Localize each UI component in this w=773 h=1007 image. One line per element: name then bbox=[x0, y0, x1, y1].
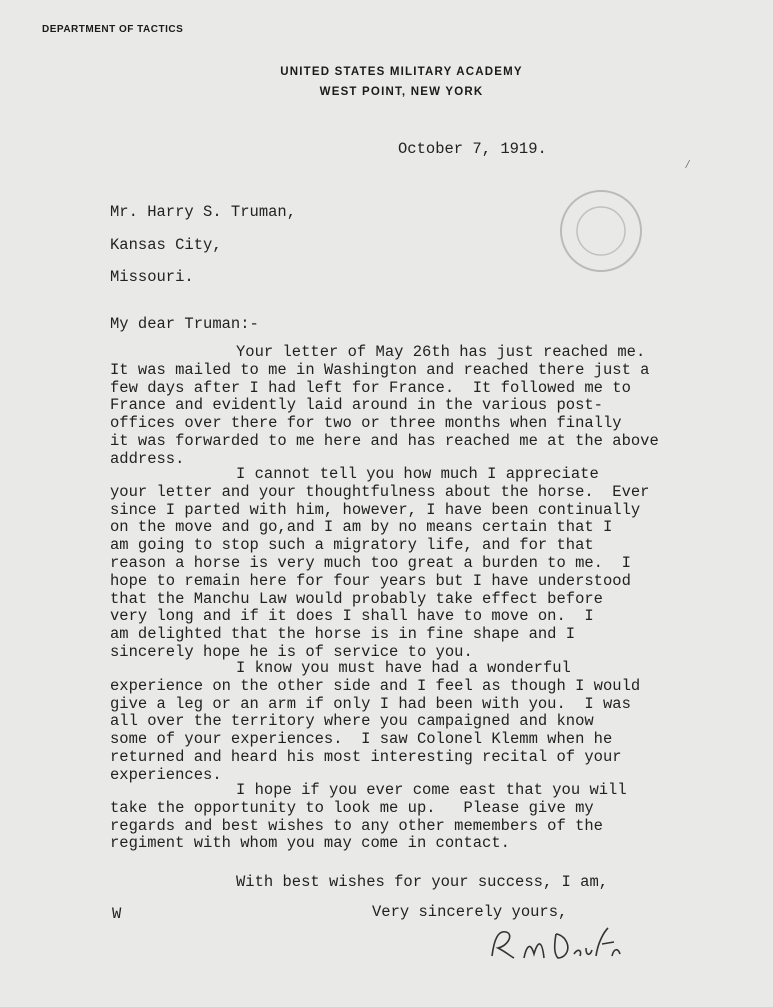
text-line: very long and if it does I shall have to move on. I bbox=[110, 607, 594, 626]
paragraph-2 bbox=[110, 466, 700, 662]
text-line: offices over there for two or three months when finally bbox=[110, 414, 622, 433]
text-line: regiment with whom you may come in contact. bbox=[110, 834, 510, 853]
text-line: am delighted that the horse is in fine shape and I bbox=[110, 625, 576, 644]
text-line: few days after I had left for France. It followed me to bbox=[110, 378, 631, 397]
text-line: returned and heard his most interesting recital of your bbox=[110, 747, 622, 766]
text-line: address. bbox=[110, 449, 185, 468]
recipient-line: Mr. Harry S. Truman, bbox=[110, 203, 297, 221]
text-line: some of your experiences. I saw Colonel Klemm when he bbox=[110, 730, 613, 749]
text-line: all over the territory where you campaigned and know bbox=[110, 712, 594, 731]
typist-initial: W bbox=[112, 905, 122, 923]
recipient-line: Kansas City, bbox=[110, 236, 222, 254]
text-line: I know you must have had a wonderful bbox=[236, 659, 571, 677]
closing-line: With best wishes for your success, I am, bbox=[236, 873, 609, 891]
text-line: reason a horse is very much too great a burden to me. I bbox=[110, 553, 631, 572]
department-heading: DEPARTMENT OF TACTICS bbox=[42, 24, 184, 35]
salutation: My dear Truman:- bbox=[110, 315, 259, 333]
text-line: Your letter of May 26th has just reached me. bbox=[236, 343, 646, 361]
paragraph-1 bbox=[110, 344, 700, 469]
text-line: your letter and your thoughtfulness about the horse. Ever bbox=[110, 482, 650, 501]
letter-date: October 7, 1919. bbox=[398, 140, 547, 158]
text-line: experience on the other side and I feel as though I would bbox=[110, 676, 641, 695]
text-line: It was mailed to me in Washington and reached there just a bbox=[110, 360, 650, 379]
paragraph-3 bbox=[110, 660, 700, 785]
text-line: since I parted with him, however, I have been continually bbox=[110, 500, 641, 519]
text-line: I hope if you ever come east that you will bbox=[236, 781, 627, 799]
text-line: it was forwarded to me here and has reached me at the above bbox=[110, 431, 659, 450]
institution-heading: UNITED STATES MILITARY ACADEMY bbox=[280, 66, 523, 78]
text-line: I cannot tell you how much I appreciate bbox=[236, 465, 599, 483]
text-line: on the move and go,and I am by no means certain that I bbox=[110, 518, 613, 537]
text-line: regards and best wishes to any other memembers of the bbox=[110, 816, 603, 835]
text-line: am going to stop such a migratory life, and for that bbox=[110, 536, 594, 555]
text-line: France and evidently laid around in the various post- bbox=[110, 396, 603, 415]
paragraph-4 bbox=[110, 782, 700, 853]
signature-icon bbox=[480, 918, 630, 968]
recipient-line: Missouri. bbox=[110, 268, 194, 286]
text-line: that the Manchu Law would probably take effect before bbox=[110, 589, 603, 608]
text-line: take the opportunity to look me up. Please give my bbox=[110, 798, 594, 817]
archive-stamp-icon bbox=[556, 186, 646, 276]
valediction: Very sincerely yours, bbox=[372, 903, 568, 921]
text-line: hope to remain here for four years but I have understood bbox=[110, 571, 631, 590]
text-line: give a leg or an arm if only I had been with you. I was bbox=[110, 694, 631, 713]
location-heading: WEST POINT, NEW YORK bbox=[319, 86, 484, 98]
margin-mark-icon: ⁄ bbox=[684, 158, 692, 172]
text-line: experiences. bbox=[110, 765, 222, 784]
text-line: sincerely hope he is of service to you. bbox=[110, 642, 473, 661]
